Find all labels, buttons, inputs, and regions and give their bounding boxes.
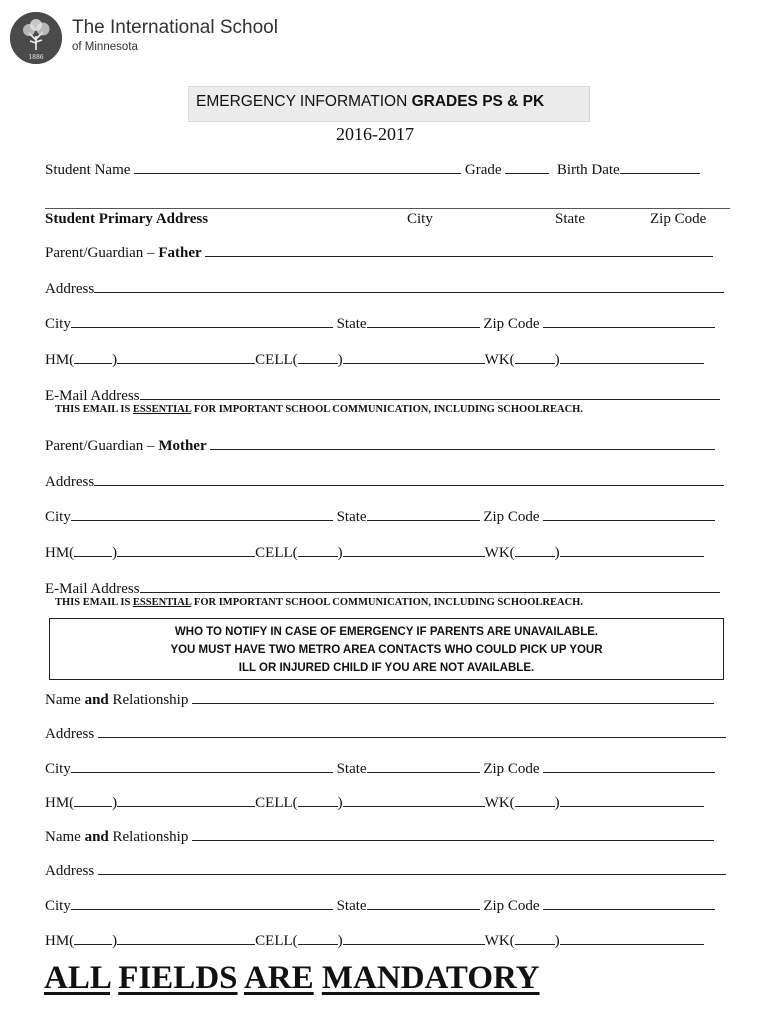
contact1-city-row: City State Zip Code <box>45 758 715 778</box>
contact2-wk-field[interactable] <box>560 930 704 945</box>
father-cell-field[interactable] <box>343 349 485 364</box>
mother-wk-field[interactable] <box>560 542 704 557</box>
father-wk-field[interactable] <box>560 349 704 364</box>
father-city-field[interactable] <box>71 313 333 328</box>
school-name: The International School <box>72 17 278 38</box>
contact2-state-field[interactable] <box>367 895 480 910</box>
mother-city-row: City State Zip Code <box>45 506 715 526</box>
mother-phone-row: HM( ) CELL( ) WK( ) <box>45 542 704 562</box>
mandatory-notice: ALL FIELDS ARE MANDATORY <box>44 960 540 996</box>
father-name-field[interactable] <box>205 242 713 257</box>
father-hm-field[interactable] <box>117 349 255 364</box>
birth-date-field[interactable] <box>620 159 700 174</box>
contact1-wk-area-field[interactable] <box>515 792 555 807</box>
contact1-address-row: Address <box>45 723 726 743</box>
contact2-address-row: Address <box>45 860 726 880</box>
contact2-wk-area-field[interactable] <box>515 930 555 945</box>
contact2-city-row: City State Zip Code <box>45 895 715 915</box>
mother-address-row: Address <box>45 471 724 491</box>
mother-name-row: Parent/Guardian – Mother <box>45 435 715 455</box>
contact2-cell-area-field[interactable] <box>298 930 338 945</box>
mother-hm-area-field[interactable] <box>74 542 112 557</box>
mother-email-field[interactable] <box>140 578 720 593</box>
alert-line-2: YOU MUST HAVE TWO METRO AREA CONTACTS WHO COULD PICK UP YOUR <box>170 644 603 656</box>
contact1-name-row: Name and Relationship <box>45 689 714 709</box>
primary-address-label: Student Primary Address <box>45 211 209 227</box>
city-column-label: City <box>407 211 433 227</box>
mother-email-note: THIS EMAIL IS ESSENTIAL FOR IMPORTANT SCHOOL COMMUNICATION, INCLUDING SCHOOLREACH. <box>55 597 583 608</box>
contact1-hm-field[interactable] <box>117 792 255 807</box>
contact1-zip-field[interactable] <box>543 758 715 773</box>
father-cell-area-field[interactable] <box>298 349 338 364</box>
contact1-city-field[interactable] <box>71 758 333 773</box>
mother-cell-area-field[interactable] <box>298 542 338 557</box>
father-email-note: THIS EMAIL IS ESSENTIAL FOR IMPORTANT SCHOOL COMMUNICATION, INCLUDING SCHOOLREACH. <box>55 404 583 415</box>
father-wk-area-field[interactable] <box>515 349 555 364</box>
father-address-row: Address <box>45 278 724 298</box>
mother-hm-field[interactable] <box>117 542 255 557</box>
grade-field[interactable] <box>505 159 549 174</box>
contact2-cell-field[interactable] <box>343 930 485 945</box>
school-logo <box>10 12 62 64</box>
contact1-name-field[interactable] <box>192 689 714 704</box>
contact1-address-field[interactable] <box>98 723 726 738</box>
contact1-phone-row: HM( ) CELL( ) WK( ) <box>45 792 704 812</box>
contact1-cell-field[interactable] <box>343 792 485 807</box>
father-phone-row: HM( ) CELL( ) WK( ) <box>45 349 704 369</box>
mother-state-field[interactable] <box>367 506 480 521</box>
school-year: 2016-2017 <box>336 124 414 144</box>
student-row: Student Name Grade Birth Date <box>45 159 700 179</box>
mother-email-row: E-Mail Address <box>45 578 720 598</box>
father-address-field[interactable] <box>94 278 724 293</box>
contact2-city-field[interactable] <box>71 895 333 910</box>
contact2-hm-field[interactable] <box>117 930 255 945</box>
father-hm-area-field[interactable] <box>74 349 112 364</box>
contact2-name-row: Name and Relationship <box>45 826 714 846</box>
mother-address-field[interactable] <box>94 471 724 486</box>
contact1-cell-area-field[interactable] <box>298 792 338 807</box>
contact2-phone-row: HM( ) CELL( ) WK( ) <box>45 930 704 950</box>
father-zip-field[interactable] <box>543 313 715 328</box>
mother-zip-field[interactable] <box>543 506 715 521</box>
tree-seal-icon <box>10 12 62 64</box>
contact2-hm-area-field[interactable] <box>74 930 112 945</box>
emergency-alert-box <box>49 618 724 680</box>
contact2-zip-field[interactable] <box>543 895 715 910</box>
contact1-state-field[interactable] <box>367 758 480 773</box>
mother-cell-field[interactable] <box>343 542 485 557</box>
contact1-hm-area-field[interactable] <box>74 792 112 807</box>
father-city-row: City State Zip Code <box>45 313 715 333</box>
father-name-row: Parent/Guardian – Father <box>45 242 713 262</box>
student-name-field[interactable] <box>134 159 461 174</box>
father-email-row: E-Mail Address <box>45 385 720 405</box>
alert-line-1: WHO TO NOTIFY IN CASE OF EMERGENCY IF PARENTS ARE UNAVAILABLE. <box>174 626 599 638</box>
alert-line-3: ILL OR INJURED CHILD IF YOU ARE NOT AVAILABLE. <box>238 662 535 674</box>
contact2-name-field[interactable] <box>192 826 714 841</box>
contact1-wk-field[interactable] <box>560 792 704 807</box>
school-subtitle: of Minnesota <box>72 41 138 53</box>
mother-name-field[interactable] <box>210 435 715 450</box>
svg-text:1886: 1886 <box>28 54 44 61</box>
zip-column-label: Zip Code <box>650 211 707 227</box>
divider <box>45 208 730 209</box>
mother-city-field[interactable] <box>71 506 333 521</box>
father-email-field[interactable] <box>140 385 720 400</box>
mother-wk-area-field[interactable] <box>515 542 555 557</box>
father-state-field[interactable] <box>367 313 480 328</box>
form-title: EMERGENCY INFORMATION GRADES PS & PK <box>196 93 545 110</box>
contact2-address-field[interactable] <box>98 860 726 875</box>
state-column-label: State <box>555 211 585 227</box>
